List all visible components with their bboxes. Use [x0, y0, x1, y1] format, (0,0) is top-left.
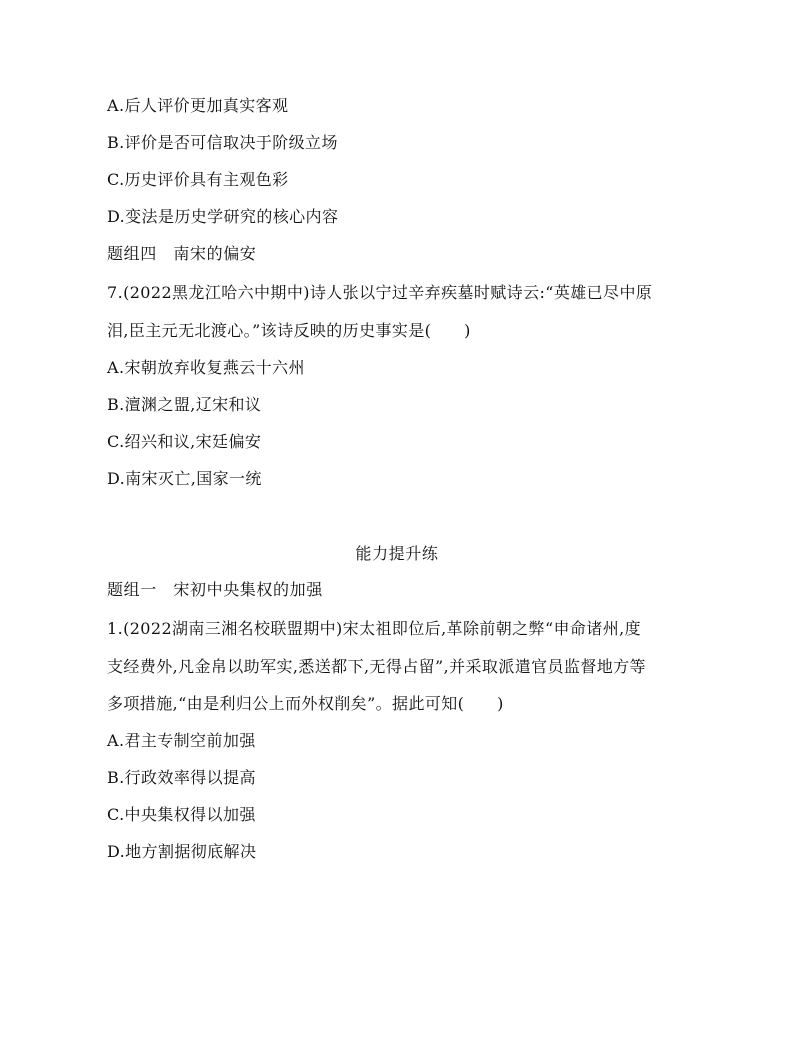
question-1-option-c: C.中央集权得以加强 — [107, 805, 256, 824]
group-heading-1: 题组一 宋初中央集权的加强 — [107, 580, 323, 599]
question-7-option-b: B.澶渊之盟,辽宋和议 — [107, 395, 262, 414]
question-1-line-3: 多项措施,“由是利归公上而外权削矣”。据此可知( ) — [107, 694, 504, 713]
question-7-line-2: 泪,臣主元无北渡心。”该诗反映的历史事实是( ) — [107, 321, 471, 340]
question-7-option-a: A.宋朝放弃收复燕云十六州 — [107, 358, 305, 377]
question-7-line-1: 7.(2022黑龙江哈六中期中)诗人张以宁过辛弃疾墓时赋诗云:“英雄已尽中原 — [107, 283, 653, 302]
question-1-option-b: B.行政效率得以提高 — [107, 768, 256, 787]
option-d: D.变法是历史学研究的核心内容 — [107, 207, 339, 226]
question-1-line-1: 1.(2022湖南三湘名校联盟期中)宋太祖即位后,革除前朝之弊“申命诸州,度 — [107, 619, 642, 638]
option-c: C.历史评价具有主观色彩 — [107, 170, 289, 189]
question-1-line-2: 支经费外,凡金帛以助军实,悉送都下,无得占留”,并采取派遣官员监督地方等 — [107, 657, 646, 676]
section-title: 能力提升练 — [355, 544, 439, 563]
question-7-option-c: C.绍兴和议,宋廷偏安 — [107, 432, 262, 451]
group-heading-4: 题组四 南宋的偏安 — [107, 244, 257, 263]
option-a: A.后人评价更加真实客观 — [107, 96, 289, 115]
option-b: B.评价是否可信取决于阶级立场 — [107, 133, 338, 152]
question-1-option-a: A.君主专制空前加强 — [107, 731, 256, 750]
question-1-option-d: D.地方割据彻底解决 — [107, 842, 257, 861]
question-7-option-d: D.南宋灭亡,国家一统 — [107, 469, 262, 488]
